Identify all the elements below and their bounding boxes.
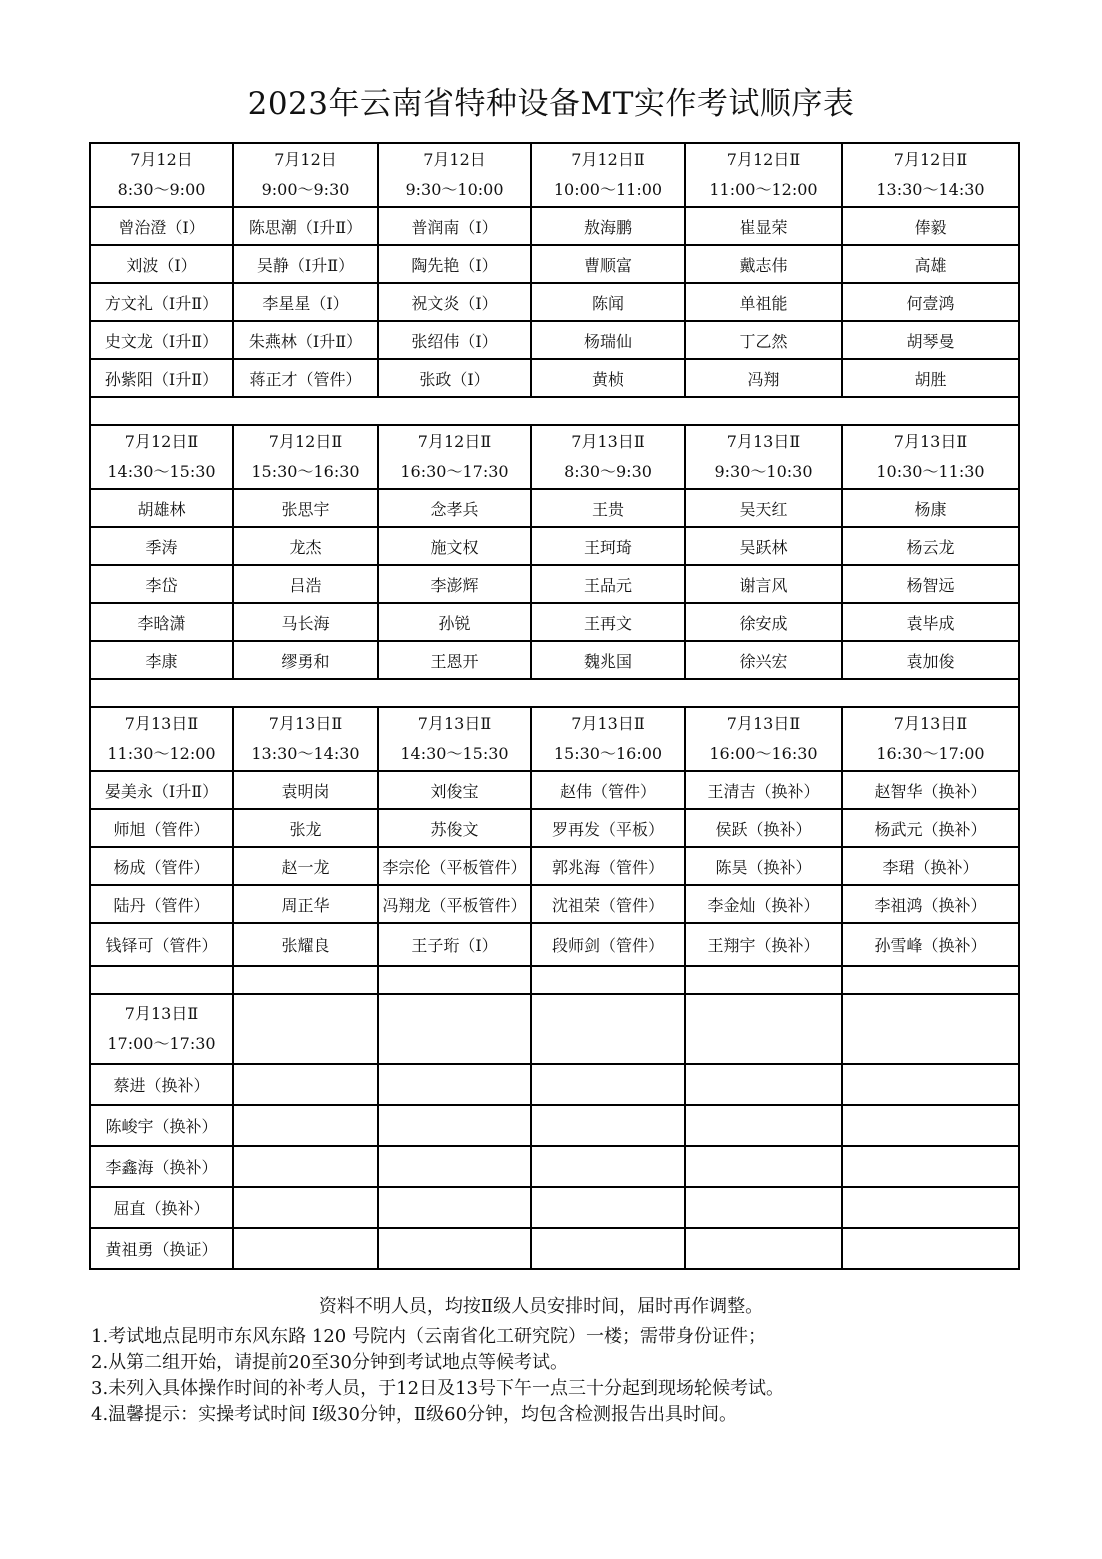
- candidate-cell: 王清吉（换补）: [685, 771, 842, 809]
- candidate-cell: 曹顺富: [531, 245, 685, 283]
- time-slot-header: [842, 707, 1019, 771]
- candidate-cell: [685, 1187, 842, 1228]
- table-row: [90, 923, 1019, 966]
- candidate-cell: 王恩开: [378, 641, 531, 679]
- time-slot-header: [531, 994, 685, 1064]
- candidate-cell: [378, 1105, 531, 1146]
- candidate-cell: 陆丹（管件）: [90, 885, 233, 923]
- note-item: 2.从第二组开始，请提前20至30分钟到考试地点等候考试。: [91, 1352, 568, 1373]
- candidate-cell: 晏美永（Ⅰ升Ⅱ）: [90, 771, 233, 809]
- candidate-cell: 张思宇: [233, 489, 378, 527]
- table-row: [90, 321, 1019, 359]
- candidate-cell: [531, 1064, 685, 1105]
- note-item: 1.考试地点昆明市东风东路 120 号院内（云南省化工研究院）一楼；需带身份证件；: [91, 1326, 766, 1347]
- slot-time: 10:00～11:00: [553, 180, 663, 199]
- candidate-cell: [378, 1064, 531, 1105]
- table-row: [90, 1105, 1019, 1146]
- slot-time: 13:30～14:30: [251, 744, 360, 763]
- table-row: [90, 1146, 1019, 1187]
- candidate-cell: 谢言风: [685, 565, 842, 603]
- candidate-cell: 屈直（换补）: [90, 1187, 233, 1228]
- candidate-cell: [531, 1187, 685, 1228]
- slot-time: 8:30～9:30: [564, 462, 652, 481]
- spacer-row: [90, 679, 1019, 707]
- candidate-cell: 胡琴曼: [842, 321, 1019, 359]
- candidate-cell: 敖海鹏: [531, 207, 685, 245]
- candidate-cell: 赵伟（管件）: [531, 771, 685, 809]
- spacer-cell: [378, 966, 531, 994]
- candidate-cell: [233, 1105, 378, 1146]
- table-row: [90, 1228, 1019, 1269]
- candidate-cell: 王子珩（Ⅰ）: [378, 923, 531, 966]
- exam-schedule-table: [89, 142, 1020, 1270]
- candidate-cell: 孙锐: [378, 603, 531, 641]
- slot-date: 7月12日Ⅱ: [571, 150, 645, 169]
- candidate-cell: 刘波（Ⅰ）: [90, 245, 233, 283]
- candidate-cell: [378, 1187, 531, 1228]
- candidate-cell: 徐兴宏: [685, 641, 842, 679]
- candidate-cell: 杨武元（换补）: [842, 809, 1019, 847]
- candidate-cell: 张政（Ⅰ）: [378, 359, 531, 397]
- candidate-cell: 王品元: [531, 565, 685, 603]
- candidate-cell: 刘俊宝: [378, 771, 531, 809]
- candidate-cell: 侯跃（换补）: [685, 809, 842, 847]
- candidate-cell: 李鑫海（换补）: [90, 1146, 233, 1187]
- time-slot-header: [378, 707, 531, 771]
- time-slot-header: [90, 707, 233, 771]
- candidate-cell: [531, 1228, 685, 1269]
- candidate-cell: 李金灿（换补）: [685, 885, 842, 923]
- candidate-cell: 沈祖荣（管件）: [531, 885, 685, 923]
- candidate-cell: [233, 1146, 378, 1187]
- candidate-cell: 陶先艳（Ⅰ）: [378, 245, 531, 283]
- spacer-cell: [842, 966, 1019, 994]
- time-slot-header-row: [90, 143, 1019, 207]
- notes-summary: 资料不明人员，均按Ⅱ级人员安排时间，届时再作调整。: [318, 1296, 764, 1317]
- candidate-cell: 俸毅: [842, 207, 1019, 245]
- candidate-cell: 普润南（Ⅰ）: [378, 207, 531, 245]
- candidate-cell: [531, 1146, 685, 1187]
- notes-section: [91, 1294, 1031, 1428]
- candidate-cell: 周正华: [233, 885, 378, 923]
- table-row: [90, 565, 1019, 603]
- slot-date: 7月12日: [423, 150, 486, 169]
- candidate-cell: 丁乙然: [685, 321, 842, 359]
- time-slot-header: [685, 994, 842, 1064]
- spacer-cell: [233, 966, 378, 994]
- table-row: [90, 847, 1019, 885]
- candidate-cell: 李康: [90, 641, 233, 679]
- candidate-cell: [378, 1146, 531, 1187]
- slot-date: 7月12日Ⅱ: [268, 432, 343, 451]
- candidate-cell: 陈闻: [531, 283, 685, 321]
- time-slot-header-row: [90, 707, 1019, 771]
- slot-date: 7月13日Ⅱ: [417, 714, 492, 733]
- slot-date: 7月12日: [130, 150, 193, 169]
- slot-date: 7月13日Ⅱ: [726, 714, 801, 733]
- candidate-cell: 魏兆国: [531, 641, 685, 679]
- candidate-cell: 陈思潮（Ⅰ升Ⅱ）: [233, 207, 378, 245]
- slot-time: 11:00～12:00: [709, 180, 818, 199]
- note-item: 3.未列入具体操作时间的补考人员，于12日及13号下午一点三十分起到现场轮候考试。: [91, 1378, 784, 1399]
- candidate-cell: 单祖能: [685, 283, 842, 321]
- spacer-cell: [90, 679, 1019, 707]
- time-slot-header: [531, 425, 685, 489]
- slot-time: 15:30～16:00: [553, 744, 663, 763]
- candidate-cell: 段师剑（管件）: [531, 923, 685, 966]
- slot-time: 16:30～17:30: [400, 462, 509, 481]
- table-row: [90, 603, 1019, 641]
- time-slot-header: [233, 994, 378, 1064]
- table-row: [90, 283, 1019, 321]
- slot-time: 16:00～16:30: [709, 744, 818, 763]
- slot-date: 7月12日Ⅱ: [124, 432, 199, 451]
- candidate-cell: 张龙: [233, 809, 378, 847]
- table-row: [90, 527, 1019, 565]
- candidate-cell: 郭兆海（管件）: [531, 847, 685, 885]
- candidate-cell: [531, 1105, 685, 1146]
- candidate-cell: [685, 1064, 842, 1105]
- slot-time: 9:00～9:30: [261, 180, 350, 199]
- candidate-cell: 冯翔龙（平板管件）: [378, 885, 531, 923]
- spacer-row: [90, 397, 1019, 425]
- candidate-cell: 李晗潇: [90, 603, 233, 641]
- candidate-cell: 李祖鸿（换补）: [842, 885, 1019, 923]
- candidate-cell: 杨成（管件）: [90, 847, 233, 885]
- candidate-cell: 方文礼（Ⅰ升Ⅱ）: [90, 283, 233, 321]
- slot-time: 17:00～17:30: [107, 1034, 216, 1053]
- candidate-cell: 孙紫阳（Ⅰ升Ⅱ）: [90, 359, 233, 397]
- candidate-cell: 马长海: [233, 603, 378, 641]
- table-row: [90, 245, 1019, 283]
- candidate-cell: 张耀良: [233, 923, 378, 966]
- slot-date: 7月13日Ⅱ: [571, 714, 645, 733]
- table-row: [90, 1064, 1019, 1105]
- time-slot-header: [531, 707, 685, 771]
- candidate-cell: 王翔宇（换补）: [685, 923, 842, 966]
- candidate-cell: 蒋正才（管件）: [233, 359, 378, 397]
- candidate-cell: 陈峻宇（换补）: [90, 1105, 233, 1146]
- candidate-cell: 施文权: [378, 527, 531, 565]
- candidate-cell: 罗再发（平板）: [531, 809, 685, 847]
- candidate-cell: 师旭（管件）: [90, 809, 233, 847]
- time-slot-header: [233, 707, 378, 771]
- table-row: [90, 207, 1019, 245]
- candidate-cell: 袁加俊: [842, 641, 1019, 679]
- slot-time: 9:30～10:30: [714, 462, 813, 481]
- candidate-cell: 李珺（换补）: [842, 847, 1019, 885]
- table-row: [90, 885, 1019, 923]
- candidate-cell: 赵一龙: [233, 847, 378, 885]
- spacer-cell: [90, 397, 1019, 425]
- table-row: [90, 809, 1019, 847]
- candidate-cell: 史文龙（Ⅰ升Ⅱ）: [90, 321, 233, 359]
- note-item: 4.温馨提示：实操考试时间 Ⅰ级30分钟，Ⅱ级60分钟，均包含检测报告出具时间。: [91, 1404, 738, 1425]
- candidate-cell: 吴跃林: [685, 527, 842, 565]
- candidate-cell: 龙杰: [233, 527, 378, 565]
- table-row: [90, 359, 1019, 397]
- slot-date: 7月13日Ⅱ: [893, 714, 968, 733]
- time-slot-header: [90, 143, 233, 207]
- candidate-cell: 苏俊文: [378, 809, 531, 847]
- slot-time: 16:30～17:00: [876, 744, 985, 763]
- slot-time: 14:30～15:30: [400, 744, 509, 763]
- candidate-cell: 陈昊（换补）: [685, 847, 842, 885]
- spacer-cell: [531, 966, 685, 994]
- candidate-cell: [842, 1105, 1019, 1146]
- time-slot-header-row: [90, 994, 1019, 1064]
- spacer-cell: [90, 966, 233, 994]
- candidate-cell: 李岱: [90, 565, 233, 603]
- candidate-cell: [233, 1187, 378, 1228]
- slot-date: 7月12日Ⅱ: [417, 432, 492, 451]
- candidate-cell: 王贵: [531, 489, 685, 527]
- candidate-cell: 赵智华（换补）: [842, 771, 1019, 809]
- candidate-cell: 吴静（Ⅰ升Ⅱ）: [233, 245, 378, 283]
- candidate-cell: 季涛: [90, 527, 233, 565]
- spacer-cell: [685, 966, 842, 994]
- candidate-cell: 吕浩: [233, 565, 378, 603]
- time-slot-header: [842, 994, 1019, 1064]
- candidate-cell: 孙雪峰（换补）: [842, 923, 1019, 966]
- time-slot-header: [842, 143, 1019, 207]
- slot-date: 7月13日Ⅱ: [726, 432, 801, 451]
- candidate-cell: 何壹鸿: [842, 283, 1019, 321]
- candidate-cell: [378, 1228, 531, 1269]
- slot-date: 7月13日Ⅱ: [571, 432, 645, 451]
- slot-date: 7月12日Ⅱ: [893, 150, 968, 169]
- candidate-cell: 胡胜: [842, 359, 1019, 397]
- slot-time: 14:30～15:30: [107, 462, 216, 481]
- page-title: 2023年云南省特种设备MT实作考试顺序表: [247, 86, 855, 122]
- candidate-cell: 高雄: [842, 245, 1019, 283]
- candidate-cell: 李宗伦（平板管件）: [378, 847, 531, 885]
- time-slot-header: [378, 143, 531, 207]
- candidate-cell: 王再文: [531, 603, 685, 641]
- candidate-cell: 祝文炎（Ⅰ）: [378, 283, 531, 321]
- time-slot-header: [531, 143, 685, 207]
- candidate-cell: 张绍伟（Ⅰ）: [378, 321, 531, 359]
- candidate-cell: 吴天红: [685, 489, 842, 527]
- candidate-cell: 徐安成: [685, 603, 842, 641]
- candidate-cell: 黄桢: [531, 359, 685, 397]
- candidate-cell: 胡雄林: [90, 489, 233, 527]
- candidate-cell: [685, 1228, 842, 1269]
- slot-time: 15:30～16:30: [251, 462, 360, 481]
- table-row: [90, 489, 1019, 527]
- time-slot-header: [233, 425, 378, 489]
- candidate-cell: 冯翔: [685, 359, 842, 397]
- slot-time: 9:30～10:00: [405, 180, 504, 199]
- slot-date: 7月12日Ⅱ: [726, 150, 801, 169]
- candidate-cell: 钱铎可（管件）: [90, 923, 233, 966]
- candidate-cell: [233, 1064, 378, 1105]
- slot-date: 7月13日Ⅱ: [124, 714, 199, 733]
- table-row: [90, 1187, 1019, 1228]
- time-slot-header: [378, 425, 531, 489]
- time-slot-header: [233, 143, 378, 207]
- time-slot-header: [685, 707, 842, 771]
- spacer-row: [90, 966, 1019, 994]
- candidate-cell: 杨瑞仙: [531, 321, 685, 359]
- slot-time: 8:30～9:00: [117, 180, 206, 199]
- time-slot-header: [90, 425, 233, 489]
- slot-time: 13:30～14:30: [876, 180, 985, 199]
- time-slot-header: [842, 425, 1019, 489]
- time-slot-header: [378, 994, 531, 1064]
- table-row: [90, 641, 1019, 679]
- candidate-cell: 蔡进（换补）: [90, 1064, 233, 1105]
- slot-date: 7月13日Ⅱ: [124, 1004, 199, 1023]
- time-slot-header-row: [90, 425, 1019, 489]
- candidate-cell: 念孝兵: [378, 489, 531, 527]
- candidate-cell: [842, 1064, 1019, 1105]
- candidate-cell: [685, 1105, 842, 1146]
- candidate-cell: 戴志伟: [685, 245, 842, 283]
- time-slot-header: [685, 143, 842, 207]
- candidate-cell: 袁明岗: [233, 771, 378, 809]
- time-slot-header: [90, 994, 233, 1064]
- time-slot-header: [685, 425, 842, 489]
- candidate-cell: 李星星（Ⅰ）: [233, 283, 378, 321]
- candidate-cell: 杨康: [842, 489, 1019, 527]
- slot-date: 7月13日Ⅱ: [893, 432, 968, 451]
- slot-date: 7月13日Ⅱ: [268, 714, 343, 733]
- candidate-cell: 缪勇和: [233, 641, 378, 679]
- candidate-cell: 杨云龙: [842, 527, 1019, 565]
- candidate-cell: [233, 1228, 378, 1269]
- candidate-cell: 杨智远: [842, 565, 1019, 603]
- candidate-cell: 曾治澄（Ⅰ）: [90, 207, 233, 245]
- candidate-cell: 王珂琦: [531, 527, 685, 565]
- candidate-cell: [842, 1187, 1019, 1228]
- slot-time: 11:30～12:00: [107, 744, 216, 763]
- candidate-cell: 崔显荣: [685, 207, 842, 245]
- candidate-cell: 袁毕成: [842, 603, 1019, 641]
- candidate-cell: [842, 1228, 1019, 1269]
- candidate-cell: 朱燕林（Ⅰ升Ⅱ）: [233, 321, 378, 359]
- candidate-cell: 李澎辉: [378, 565, 531, 603]
- candidate-cell: [685, 1146, 842, 1187]
- slot-date: 7月12日: [274, 150, 337, 169]
- candidate-cell: 黄祖勇（换证）: [90, 1228, 233, 1269]
- candidate-cell: [842, 1146, 1019, 1187]
- table-row: [90, 771, 1019, 809]
- slot-time: 10:30～11:30: [876, 462, 985, 481]
